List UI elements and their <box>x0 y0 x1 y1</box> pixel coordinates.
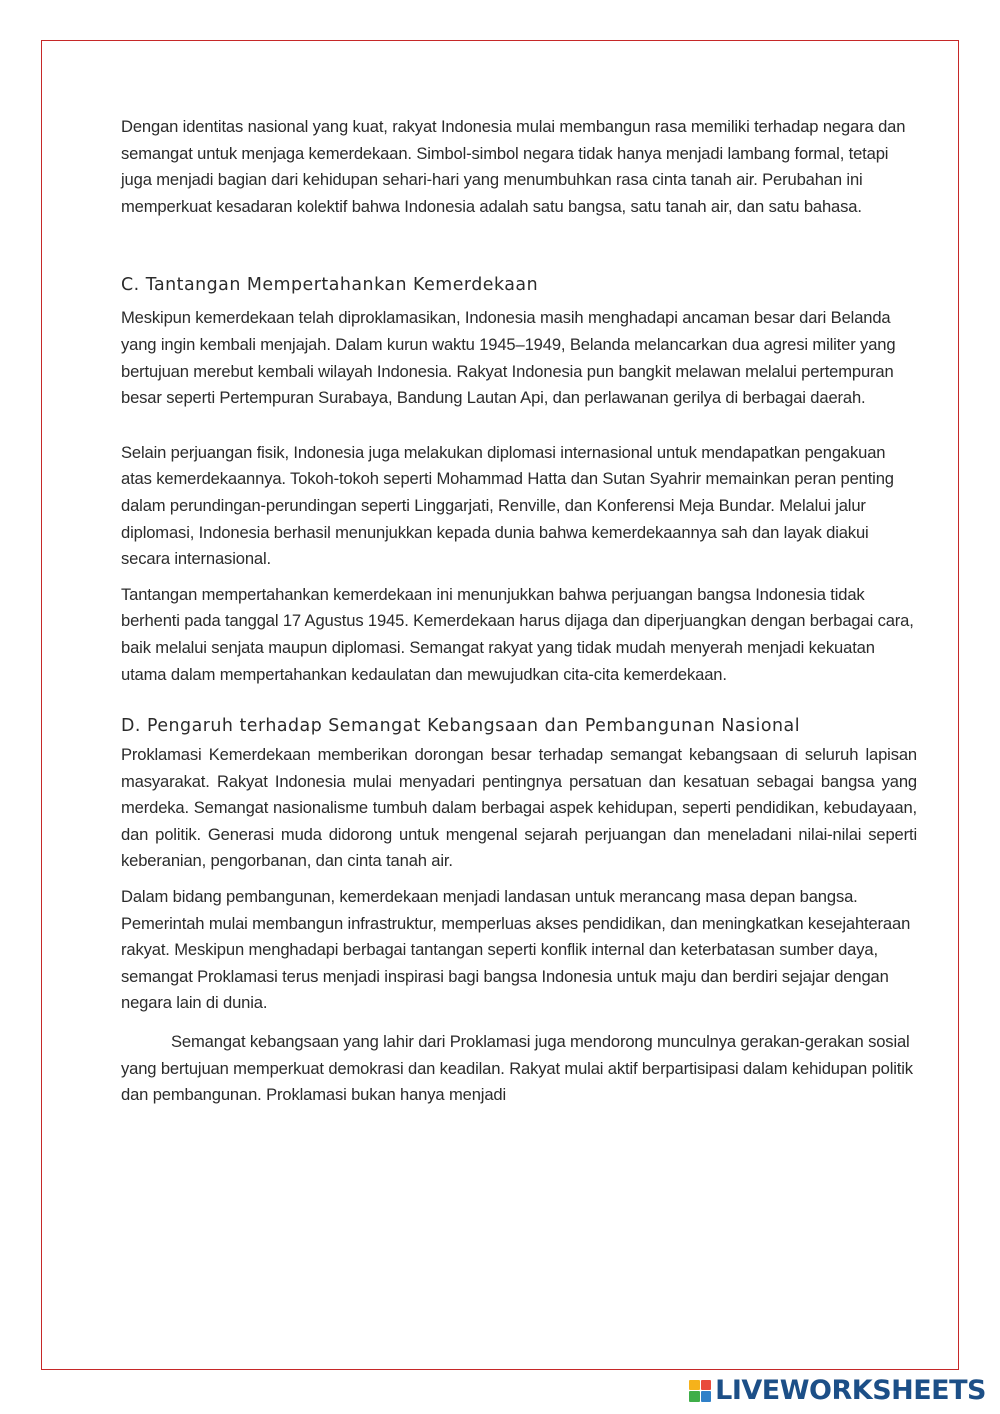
paragraph-national-spirit: Proklamasi Kemerdekaan memberikan dorongan besar terhadap semangat kebangsaan di seluruh lapisan masyarakat. Rakyat Indonesia mulai menyadari pentingnya persatuan dan kesatuan sebagai bangsa yang merdeka. Semangat nasionalisme tumbuh dalam berbagai aspek kehidupan, seperti pendidikan, kebudayaan, dan politik. Generasi muda didorong untuk mengenal sejarah perjuangan dan meneladani nilai-nilai seperti keberanian, pengorbanan, dan cinta tanah air. <box>121 745 917 871</box>
paragraph-national-identity: Dengan identitas nasional yang kuat, rakyat Indonesia mulai membangun rasa memiliki terhadap negara dan semangat untuk menjaga kemerdekaan. Simbol-simbol negara tidak hanya menjadi lambang formal, tetapi juga menjadi bagian dari kehidupan sehari-hari yang menumbuhkan rasa cinta tanah air. Perubahan ini memperkuat kesadaran kolektif bahwa Indonesia adalah satu bangsa, satu tanah air, dan satu bahasa. <box>121 117 906 216</box>
logo-square-yellow <box>689 1380 700 1391</box>
section-heading-d: D. Pengaruh terhadap Semangat Kebangsaan dan Pembangunan Nasional <box>121 716 801 737</box>
paragraph-dutch-aggression: Meskipun kemerdekaan telah diproklamasikan, Indonesia masih menghadapi ancaman besar dari Belanda yang ingin kembali menjajah. Dalam kurun waktu 1945–1949, Belanda melancarkan dua agresi militer yang bertujuan merebut kembali wilayah Indonesia. Rakyat Indonesia pun bangkit melawan melalui pertempuran besar seperti Pertempuran Surabaya, Bandung Lautan Api, dan perlawanan gerilya di berbagai daerah. <box>121 308 896 408</box>
logo-square-blue <box>701 1391 712 1402</box>
paragraph-defending-independence: Tantangan mempertahankan kemerdekaan ini menunjukkan bahwa perjuangan bangsa Indonesia tidak berhenti pada tanggal 17 Agustus 1945. Kemerdekaan harus dijaga dan diperjuangkan dengan berbagai cara, baik melalui senjata maupun diplomasi. Semangat rakyat yang tidak mudah menyerah menjadi kekuatan utama dalam mempertahankan kedaulatan dan mewujudkan cita-cita kemerdekaan. <box>121 584 914 684</box>
liveworksheets-wordmark: LIVEWORKSHEETS <box>715 1375 986 1406</box>
document-body <box>121 114 917 1109</box>
liveworksheets-watermark <box>689 1375 986 1406</box>
liveworksheets-logo-icon <box>689 1380 711 1402</box>
paragraph-national-development: Dalam bidang pembangunan, kemerdekaan menjadi landasan untuk merancang masa depan bangsa. Pemerintah mulai membangun infrastruktur, memperluas akses pendidikan, dan meningkatkan kesejahteraan rakyat. Meskipun menghadapi berbagai tantangan seperti konflik internal dan keterbatasan sumber daya, semangat Proklamasi terus menjadi inspirasi bagi bangsa Indonesia untuk maju dan berdiri sejajar dengan negara lain di dunia. <box>121 887 911 1013</box>
section-heading-c: C. Tantangan Mempertahankan Kemerdekaan <box>121 275 539 296</box>
paragraph-social-movements: Semangat kebangsaan yang lahir dari Proklamasi juga mendorong munculnya gerakan-gerakan sosial yang bertujuan memperkuat demokrasi dan keadilan. Rakyat mulai aktif berpartisipasi dalam kehidupan politik dan pembangunan. Proklamasi bukan hanya menjadi <box>121 1032 913 1105</box>
paragraph-diplomacy: Selain perjuangan fisik, Indonesia juga melakukan diplomasi internasional untuk mendapatkan pengakuan atas kemerdekaannya. Tokoh-tokoh seperti Mohammad Hatta dan Sutan Syahrir memainkan peran penting dalam perundingan-perundingan seperti Linggarjati, Renville, dan Konferensi Meja Bundar. Melalui jalur diplomasi, Indonesia berhasil menunjukkan kepada dunia bahwa kemerdekaannya sah dan layak diakui secara internasional. <box>121 442 894 569</box>
logo-square-green <box>689 1391 700 1402</box>
logo-square-red <box>701 1380 712 1391</box>
